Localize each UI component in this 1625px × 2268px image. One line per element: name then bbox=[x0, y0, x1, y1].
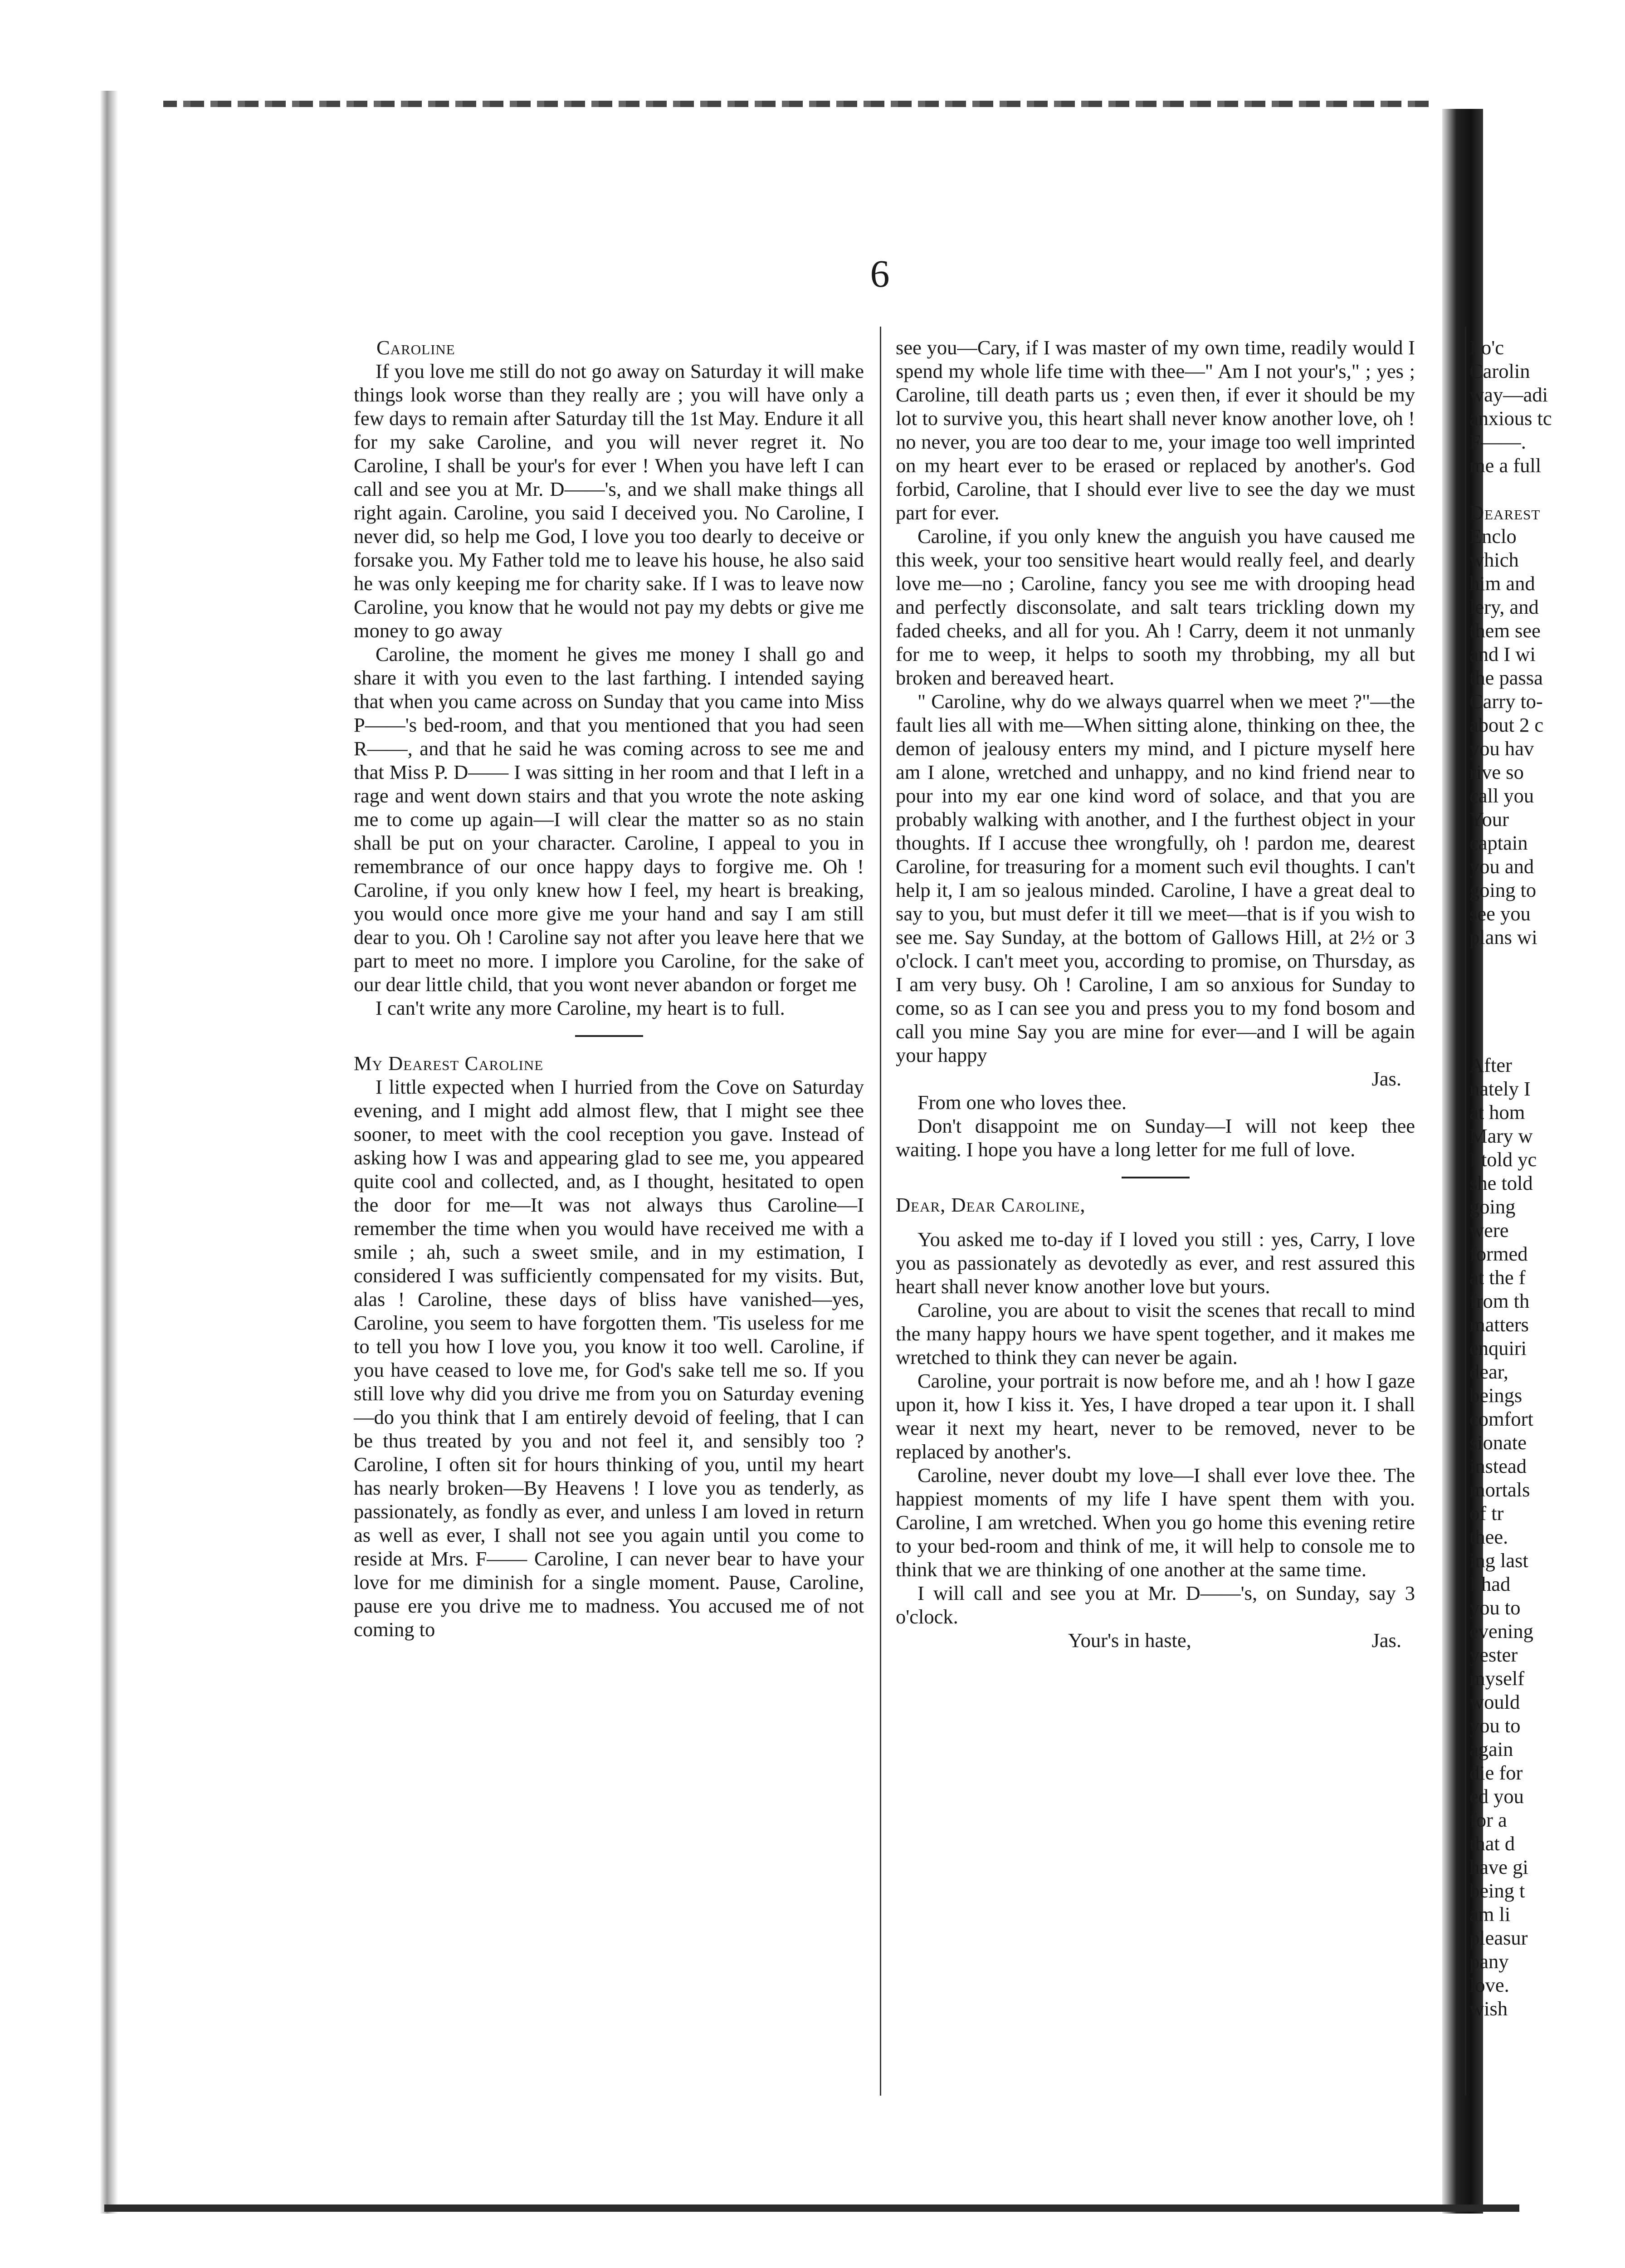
cut-line: would bbox=[1469, 1691, 1520, 1713]
cut-line: am li bbox=[1469, 1903, 1511, 1926]
letter3-paragraph: I will call and see you at Mr. D——'s, on Sunday, say 3 o'clock. bbox=[896, 1582, 1415, 1628]
cut-line: mortals bbox=[1469, 1478, 1530, 1501]
cut-line: which bbox=[1469, 548, 1519, 571]
cut-line: from th bbox=[1469, 1290, 1530, 1312]
cut-line: way—adi bbox=[1469, 383, 1548, 406]
cut-line: ing last bbox=[1469, 1549, 1528, 1572]
cut-line: enquiri bbox=[1469, 1337, 1527, 1359]
cut-line: ed you bbox=[1469, 1785, 1524, 1808]
cut-line: Carolin bbox=[1469, 360, 1530, 382]
cut-line: about 2 c bbox=[1469, 714, 1544, 736]
cut-line: pany bbox=[1469, 1950, 1509, 1973]
cut-line: him and bbox=[1469, 572, 1535, 595]
cut-line: dear, bbox=[1469, 1360, 1508, 1383]
column-divider-right bbox=[1465, 327, 1466, 2096]
section-separator bbox=[1122, 1177, 1190, 1178]
letter3-heading: Dear, Dear Caroline, bbox=[896, 1193, 1086, 1216]
cut-line: she told bbox=[1469, 1172, 1533, 1194]
cut-line: them see bbox=[1469, 619, 1541, 642]
cut-line: Enclo bbox=[1469, 525, 1517, 547]
cut-line: I o'c bbox=[1469, 336, 1504, 359]
cut-line: sionate bbox=[1469, 1431, 1527, 1454]
cut-line: beings bbox=[1469, 1384, 1523, 1407]
cut-line: you to bbox=[1469, 1596, 1521, 1619]
cut-line: instead bbox=[1469, 1455, 1527, 1477]
letter1-paragraph: I can't write any more Caroline, my heart is to full. bbox=[376, 997, 785, 1019]
cut-line: going to bbox=[1469, 879, 1537, 901]
cut-line: you hav bbox=[1469, 737, 1534, 760]
cut-line: evening bbox=[1469, 1620, 1533, 1642]
cut-line: thee. bbox=[1469, 1525, 1508, 1548]
cut-line: F——. bbox=[1469, 430, 1526, 453]
letter3-signature: Jas. bbox=[1371, 1629, 1401, 1652]
cut-line: you to bbox=[1469, 1714, 1521, 1737]
cut-line: comfort bbox=[1469, 1408, 1533, 1430]
bottom-rule bbox=[104, 2204, 1519, 2212]
cut-line: love. bbox=[1469, 1974, 1509, 1996]
cut-line: captain bbox=[1469, 831, 1528, 854]
cut-line: for a bbox=[1469, 1809, 1507, 1831]
letter2-continued-paragraph: see you—Cary, if I was master of my own time, readily would I spend my whole life time with thee—" Am I not your's," ; yes ; Caroline, till death parts us ; even then, if ever it should be my lot to survive you, this heart shall never know another love, oh ! no never, you are too dear to me, your image too well imprinted on my heart ever to be erased or replaced by another's. God forbid, Caroline, that I should ever live to see the day we must part for ever. bbox=[896, 336, 1415, 524]
cut-line: Carry to- bbox=[1469, 690, 1543, 713]
cut-lines-bottom bbox=[1469, 1053, 1625, 2020]
cut-line: pleasur bbox=[1469, 1926, 1528, 1949]
letter1-paragraph: If you love me still do not go away on Saturday it will make things look worse than they really are ; you will have only a few days to remain after Saturday till the 1st May. Endure it all for my sake Caroline, and you will never regret it. No Caroline, I shall be your's for ever ! When you have left I can call and see you at Mr. D——'s, and we shall make things all right again. Caroline, you said I deceived you. No Caroline, I never did, so help me God, I love you too dearly to deceive or forsake you. My Father told me to leave his house, he also said he was only keeping me for charity sake. If I was to leave now Caroline, you know that he would not pay my debts or give me money to go away bbox=[354, 360, 864, 642]
cut-line: have gi bbox=[1469, 1856, 1528, 1878]
letter1-heading: Caroline bbox=[376, 336, 455, 359]
letter2-heading: My Dearest Caroline bbox=[354, 1052, 544, 1075]
letter3-paragraph: Caroline, you are about to visit the scenes that recall to mind the many happy hours we have spent together, and it makes me wretched to think they can never be again. bbox=[896, 1299, 1415, 1369]
cut-line: being t bbox=[1469, 1879, 1525, 1902]
cut-line: nately I bbox=[1469, 1077, 1531, 1100]
cut-line: yester bbox=[1469, 1643, 1518, 1666]
cut-line: you and bbox=[1469, 855, 1534, 878]
page-number: 6 bbox=[870, 252, 890, 295]
letter2-continued-paragraph: Caroline, if you only knew the anguish you have caused me this week, your too sensitive heart would really feel, and dearly love me—no ; Caroline, fancy you see me with drooping head and perfectly disconsolate, and salt tears trickling down my faded cheeks, and all for you. Ah ! Carry, deem it not unmanly for me to weep, it helps to sooth my throbbing, my all but broken and bereaved heart. bbox=[896, 525, 1415, 689]
cut-line: Your bbox=[1469, 808, 1509, 831]
cut-line: at the f bbox=[1469, 1266, 1526, 1289]
cut-line: wish bbox=[1469, 1997, 1508, 2020]
cut-line: me a full bbox=[1469, 454, 1542, 477]
cut-line: formed bbox=[1469, 1242, 1528, 1265]
column-divider bbox=[880, 327, 881, 2096]
cut-lines-mid bbox=[1469, 524, 1625, 949]
cut-line: I had bbox=[1469, 1573, 1511, 1595]
letter2-signature: Jas. bbox=[1371, 1067, 1401, 1090]
cut-line: lery, and bbox=[1469, 596, 1539, 618]
section-separator bbox=[575, 1035, 643, 1037]
cut-line: anxious tc bbox=[1469, 407, 1552, 430]
left-column bbox=[354, 336, 864, 1641]
letter1-paragraph: Caroline, the moment he gives me money I shall go and share it with you even to the last farthing. I intended saying that when you came across on Sunday that you came into Miss P——'s bed-room, and that you mentioned that you had seen R——, and that he said he was coming across to see me and that Miss P. D—— I was sitting in her room and that I left in a rage and went down stairs and that you wrote the note asking me to come up again—I will clear the matter so as no stain shall be put on your character. Caroline, I appeal to you in remembrance of our once happy days to forgive me. Oh ! Caroline, if you only knew how I feel, my heart is breaking, you would once more give me your hand and say I am still dear to you. Oh ! Caroline say not after you leave here that we part to meet no more. I implore you Caroline, for the sake of our dear little child, that you wont never abandon or forget me bbox=[354, 643, 864, 996]
cut-line: matters bbox=[1469, 1313, 1529, 1336]
cut-line: and I wi bbox=[1469, 643, 1536, 665]
cut-line: After bbox=[1469, 1054, 1512, 1076]
cut-line: of tr bbox=[1469, 1502, 1504, 1525]
cut-off-column bbox=[1469, 336, 1625, 2087]
cut-heading: Dearest bbox=[1469, 501, 1541, 524]
cut-line: going bbox=[1469, 1195, 1516, 1218]
cut-line: die for bbox=[1469, 1761, 1523, 1784]
letter3-closing: Your's in haste, bbox=[1068, 1629, 1191, 1652]
cut-line: were bbox=[1469, 1219, 1509, 1242]
letter3-paragraph: You asked me to-day if I loved you still : yes, Carry, I love you as passionately as devotedly as ever, and rest assured this heart shall never know another love but yours. bbox=[896, 1228, 1415, 1298]
letter3-closing-line bbox=[896, 1628, 1415, 1652]
letter3-paragraph: Caroline, your portrait is now before me, and ah ! how I gaze upon it, how I kiss it. Yes, I have droped a tear upon it. I shall wear it next my heart, never to be removed, never to be replaced by another's. bbox=[896, 1369, 1415, 1463]
page-edge-shadow bbox=[100, 91, 118, 2214]
cut-line: at hom bbox=[1469, 1101, 1525, 1124]
cut-line: see you bbox=[1469, 902, 1531, 925]
right-column bbox=[896, 336, 1415, 1652]
cut-line: I told yc bbox=[1469, 1148, 1537, 1171]
cut-line: Mary w bbox=[1469, 1124, 1533, 1147]
letter3-paragraph: Caroline, never doubt my love—I shall ever love thee. The happiest moments of my life I have spent them with you. Caroline, I am wretched. When you go home this evening retire to your bed-room and think of me, it will help to console me to think that we are thinking of one another at the same time. bbox=[896, 1464, 1415, 1581]
cut-line: that d bbox=[1469, 1832, 1515, 1855]
cut-line: rive so bbox=[1469, 761, 1524, 783]
letter2-postscript: From one who loves thee. bbox=[917, 1091, 1127, 1114]
cut-line: again bbox=[1469, 1738, 1513, 1760]
cut-line: myself bbox=[1469, 1667, 1525, 1690]
cut-lines-top bbox=[1469, 336, 1625, 477]
letter2-postscript: Don't disappoint me on Sunday—I will not keep thee waiting. I hope you have a long letter for me full of love. bbox=[896, 1114, 1415, 1161]
letter2-continued-paragraph: " Caroline, why do we always quarrel when we meet ?"—the fault lies all with me—When sitting alone, thinking on thee, the demon of jealousy enters my mind, and I picture myself here am I alone, wretched and unhappy, and no kind friend near to pour into my ear one kind word of solace, and that you are probably walking with another, and I the furthest object in your thoughts. If I accuse thee wrongfully, oh ! pardon me, dearest Caroline, for treasuring for a moment such evil thoughts. I can't help it, I am so jealous minded. Caroline, I have a great deal to say to you, but must defer it till we meet—that is if you wish to see me. Say Sunday, at the bottom of Gallows Hill, at 2½ or 3 o'clock. I can't meet you, according to promise, on Thursday, as I am very busy. Oh ! Caroline, I am so anxious for Sunday to come, so as I can see you and press you to my fond bosom and call you mine Say you are mine for ever—and I will be again your happy bbox=[896, 690, 1415, 1066]
cut-line: plans wi bbox=[1469, 926, 1537, 948]
top-rule bbox=[163, 101, 1433, 107]
letter2-paragraph: I little expected when I hurried from the Cove on Saturday evening, and I might add almost flew, that I might see thee sooner, to meet with the cool reception you gave. Instead of asking how I was and appearing glad to see me, you appeared quite cool and collected, and, as I thought, hesitated to open the door for me—It was not always thus Caroline—I remember the time when you would have received me with a smile ; ah, such a sweet smile, and in my estimation, I considered I was sufficiently compensated for my visits. But, alas ! Caroline, these days of bliss have vanished—yes, Caroline, you seem to have forgotten them. 'Tis useless for me to tell you how I love you, you know it too well. Caroline, if you have ceased to love me, for God's sake tell me so. If you still love why did you drive me from you on Saturday evening—do you think that I am entirely devoid of feeling, that I can be thus treated by you and not feel it, and sensibly too ? Caroline, I often sit for hours thinking of you, until my heart has nearly broken—By Heavens ! I love you as tenderly, as passionately, as fondly as ever, and unless I am loved in return as well as ever, I shall not see you again until you come to reside at Mrs. F—— Caroline, I can never bear to have your love for me diminish for a single moment. Pause, Caroline, pause ere you drive me to madness. You accused me of not coming to bbox=[354, 1075, 864, 1641]
cut-line: call you bbox=[1469, 784, 1534, 807]
cut-line: the passa bbox=[1469, 666, 1543, 689]
